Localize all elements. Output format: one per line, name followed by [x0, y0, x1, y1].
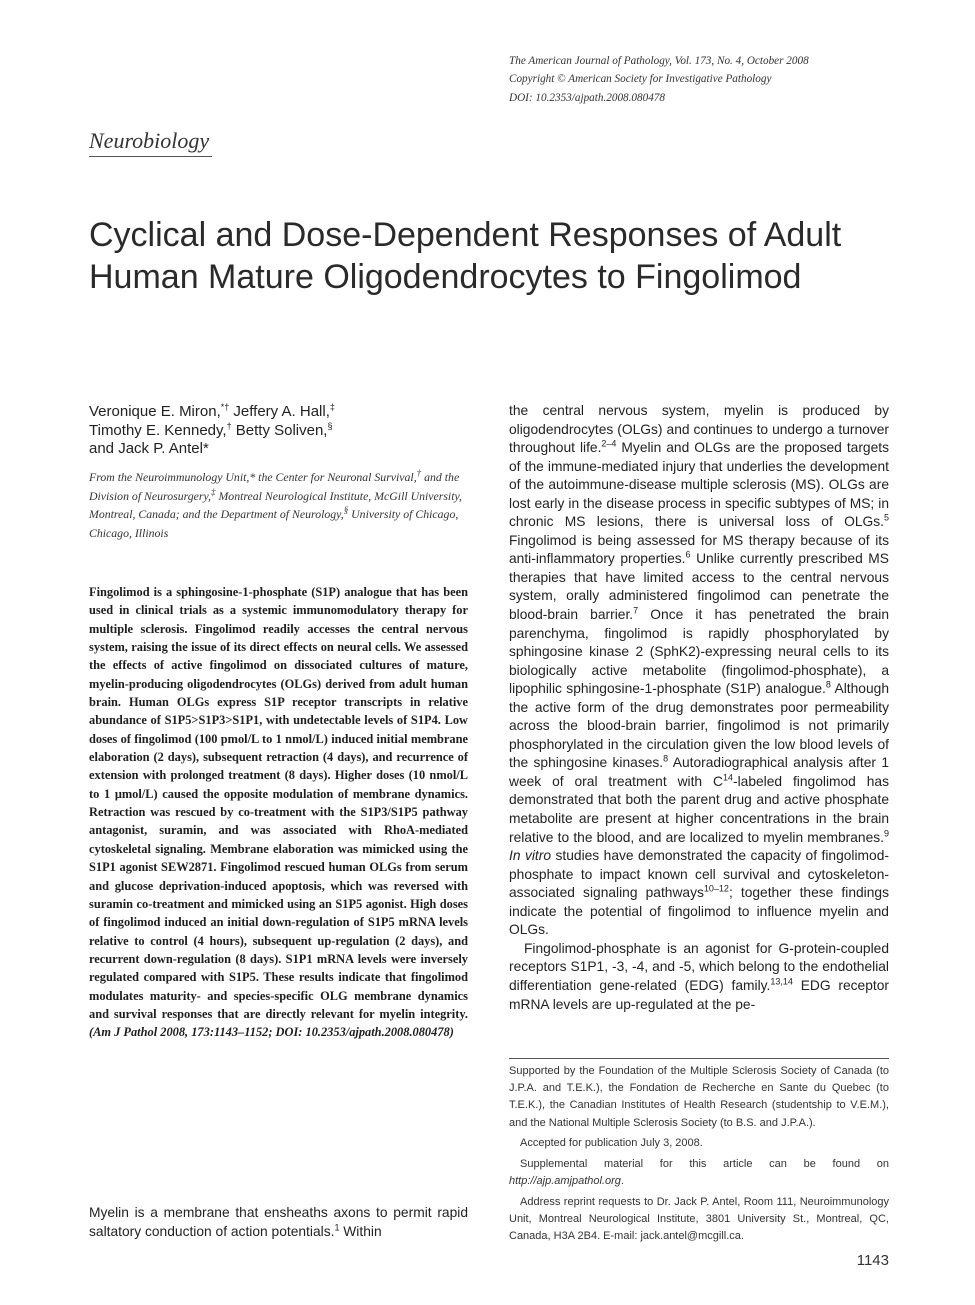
body-text: -labeled fingolimod has demonstrated that both the parent drug and active phosphate metabolite are present at higher concentrations in the brain relative to the blood, and are localized to myelin membranes.	[509, 773, 889, 845]
author-marker: §	[327, 420, 333, 431]
author-marker: ‡	[329, 402, 335, 412]
supplemental-text-end: .	[620, 1175, 624, 1188]
body-text: Once it has penetrated the brain parenchyma, fingolimod is rapidly phosphorylated by sphingosine kinase 2 (SphK2)-expressing neural cells to its biologically active metabolite (fingolimod-phosphate), a lipophilic sphingosine-1-phosphate (S1P) analogue.	[509, 607, 889, 697]
title-line-1: Cyclical and Dose-Dependent Responses of Adult	[89, 216, 842, 254]
author-affiliations	[89, 468, 467, 542]
reference-marker: 13,14	[770, 976, 793, 987]
abstract	[89, 583, 468, 1042]
author-name: Betty Soliven,	[231, 421, 328, 439]
author-name: Timothy E. Kennedy,	[89, 421, 227, 439]
affiliation-text: and the Division of Neurosurgery,	[89, 470, 460, 503]
body-paragraph	[509, 402, 889, 940]
reference-marker: 6	[685, 549, 691, 560]
reference-marker: 8	[825, 679, 831, 690]
footnote-divider	[509, 1058, 889, 1059]
author-list	[89, 403, 489, 459]
funding-note: Supported by the Foundation of the Multiple Sclerosis Society of Canada (to J.P.A. and T.E.K.), the Fondation de Recherche en Sante du Quebec (to T.E.K.), the Canadian Institutes of Health Research (studentship to V.E.M.), and the National Multiple Sclerosis Society (to B.S. and J.P.A.).	[509, 1065, 889, 1129]
reference-marker: 10–12	[703, 883, 729, 894]
page-number: 1143	[856, 1252, 889, 1269]
intro-text: Myelin is a membrane that ensheaths axons to permit rapid saltatory conduction of action potentials.	[89, 1205, 468, 1239]
body-text-right-column	[509, 402, 889, 1014]
author-name: Veronique E. Miron,	[89, 403, 221, 420]
section-label: Neurobiology	[89, 128, 210, 153]
author-row-1	[89, 403, 489, 422]
body-text: studies have demonstrated the capacity of fingolimod-phosphate to impact known cell survival and cytoskeleton-associated signaling pathways	[509, 848, 889, 901]
body-text: EDG receptor mRNA levels are up-regulated at the pe-	[509, 977, 890, 1012]
intro-text-tail: Within	[339, 1223, 382, 1239]
body-paragraph	[509, 940, 889, 1014]
journal-citation-header	[509, 52, 909, 107]
accepted-note: Accepted for publication July 3, 2008.	[520, 1137, 703, 1150]
isotope-superscript: 14	[722, 772, 733, 783]
supplemental-text: Supplemental material for this article can be found on	[520, 1158, 889, 1171]
affiliation-text: From the Neuroimmunology Unit,* the Center for Neuronal Survival,	[89, 470, 417, 484]
body-text-emphasis: In vitro	[509, 848, 552, 864]
body-text: Unlike currently prescribed MS therapies that have limited access to the central nervous system, orally administered fingolimod can penetrate the blood-brain barrier.	[509, 551, 889, 623]
body-text: Myelin and OLGs are the proposed targets of the immune-mediated injury that underlies the development of the autoimmune-disease multiple sclerosis (MS). OLGs are lost early in the disease process in specific subtypes of MS; in chronic MS lesions, there is universal loss of OLGs.	[509, 440, 889, 530]
reference-marker: 5	[883, 512, 889, 523]
body-text: the central nervous system, myelin is produced by oligodendrocytes (OLGs) and continues to undergo a turnover throughout life.	[509, 403, 889, 456]
journal-volume-line: The American Journal of Pathology, Vol. 173, No. 4, October 2008	[509, 55, 809, 67]
affiliation-marker: †	[416, 468, 422, 479]
reference-marker: 8	[663, 753, 669, 764]
author-row-3: and Jack P. Antel*	[89, 440, 209, 457]
body-text: Fingolimod is being assessed for MS therapy because of its anti-inflammatory properties.	[509, 532, 889, 567]
journal-doi-line: DOI: 10.2353/ajpath.2008.080478	[509, 91, 665, 104]
reference-marker: 7	[633, 605, 639, 616]
author-marker: *†	[220, 402, 230, 412]
affiliation-text: University of Chicago, Chicago, Illinois	[89, 507, 459, 540]
journal-copyright-line: Copyright © American Society for Investigative Pathology	[509, 73, 772, 86]
title-line-2: Human Mature Oligodendrocytes to Fingolimod	[89, 258, 802, 296]
body-text: Fingolimod-phosphate is an agonist for G-protein-coupled receptors S1P1, -3, -4, and -5, which belong to the endothelial differentiation gene-related (EDG) family.	[509, 940, 889, 993]
abstract-text: Fingolimod is a sphingosine-1-phosphate (S1P) analogue that has been used in clinical trials as a systemic immunomodulatory therapy for multiple sclerosis. Fingolimod readily accesses the central nervous system, raising the issue of its direct effects on neural cells. We assessed the effects of active fingolimod on dissociated cultures of mature, myelin-producing oligodendrocytes (OLGs) derived from adult human brain. Human OLGs express S1P receptor transcripts in relative abundance of S1P5>S1P3>S1P1, with undetectable levels of S1P4. Low doses of fingolimod (100 pmol/L to 1 nmol/L) induced initial membrane elaboration (2 days), subsequent retraction (4 days), and recurrence of extension with prolonged treatment (8 days). Higher doses (10 nmol/L to 1 μmol/L) caused the opposite modulation of membrane dynamics. Retraction was rescued by co-treatment with the S1P3/S1P5 pathway antagonist, suramin, and was associated with RhoA-mediated cytoskeletal signaling. Membrane elaboration was mimicked using the S1P1 agonist SEW2871. Fingolimod rescued human OLGs from serum and glucose deprivation-induced apoptosis, which was reversed with suramin co-treatment and mimicked using an S1P5 agonist. High doses of fingolimod induced an initial down-regulation of S1P5 mRNA levels relative to control (4 hours), subsequent up-regulation (2 days), and recurrent down-regulation (8 days). S1P1 mRNA levels were inversely regulated compared with S1P5. These results indicate that fingolimod modulates maturity- and species-specific OLG membrane dynamics and survival responses that are directly relevant for myelin integrity.	[89, 585, 468, 1021]
reference-marker: 2–4	[601, 438, 617, 449]
intro-paragraph-start	[89, 1204, 468, 1241]
affiliation-marker: ‡	[211, 486, 216, 497]
reference-marker: 9	[883, 827, 889, 838]
author-marker: †	[226, 420, 232, 431]
abstract-citation: (Am J Pathol 2008, 173:1143–1152; DOI: 10.2353/ajpath.2008.080478)	[89, 1025, 454, 1040]
affiliation-text: Montreal Neurological Institute, McGill University, Montreal, Canada; and the Department of Neurology,	[89, 488, 463, 521]
reprint-note: Address reprint requests to Dr. Jack P. Antel, Room 111, Neuroimmunology Unit, Montreal Neurological Institute, 3801 University St., Montreal, QC, Canada, H3A 2B4. E-mail: jack.antel@mcgill.ca.	[509, 1195, 889, 1243]
reference-marker: 1	[334, 1221, 340, 1232]
author-row-2	[89, 422, 489, 441]
author-name: Jeffery A. Hall,	[229, 403, 330, 420]
article-title	[89, 214, 889, 298]
section-underline	[89, 156, 212, 157]
body-text: Autoradiographical analysis after 1 week of oral treatment with C	[509, 755, 889, 789]
body-text: Although the active form of the drug demonstrates poor permeability across the blood-brain barrier, fingolimod is not primarily phosphorylated in the circulation given the low blood levels of the sphingosine kinases.	[509, 681, 889, 771]
body-text: ; together these findings indicate the potential of fingolimod to influence myelin and OLGs.	[509, 885, 889, 938]
supplemental-link[interactable]: http://ajp.amjpathol.org	[509, 1175, 621, 1188]
affiliation-marker: §	[343, 505, 349, 516]
footnotes	[509, 1063, 889, 1249]
supplemental-note	[509, 1156, 889, 1190]
